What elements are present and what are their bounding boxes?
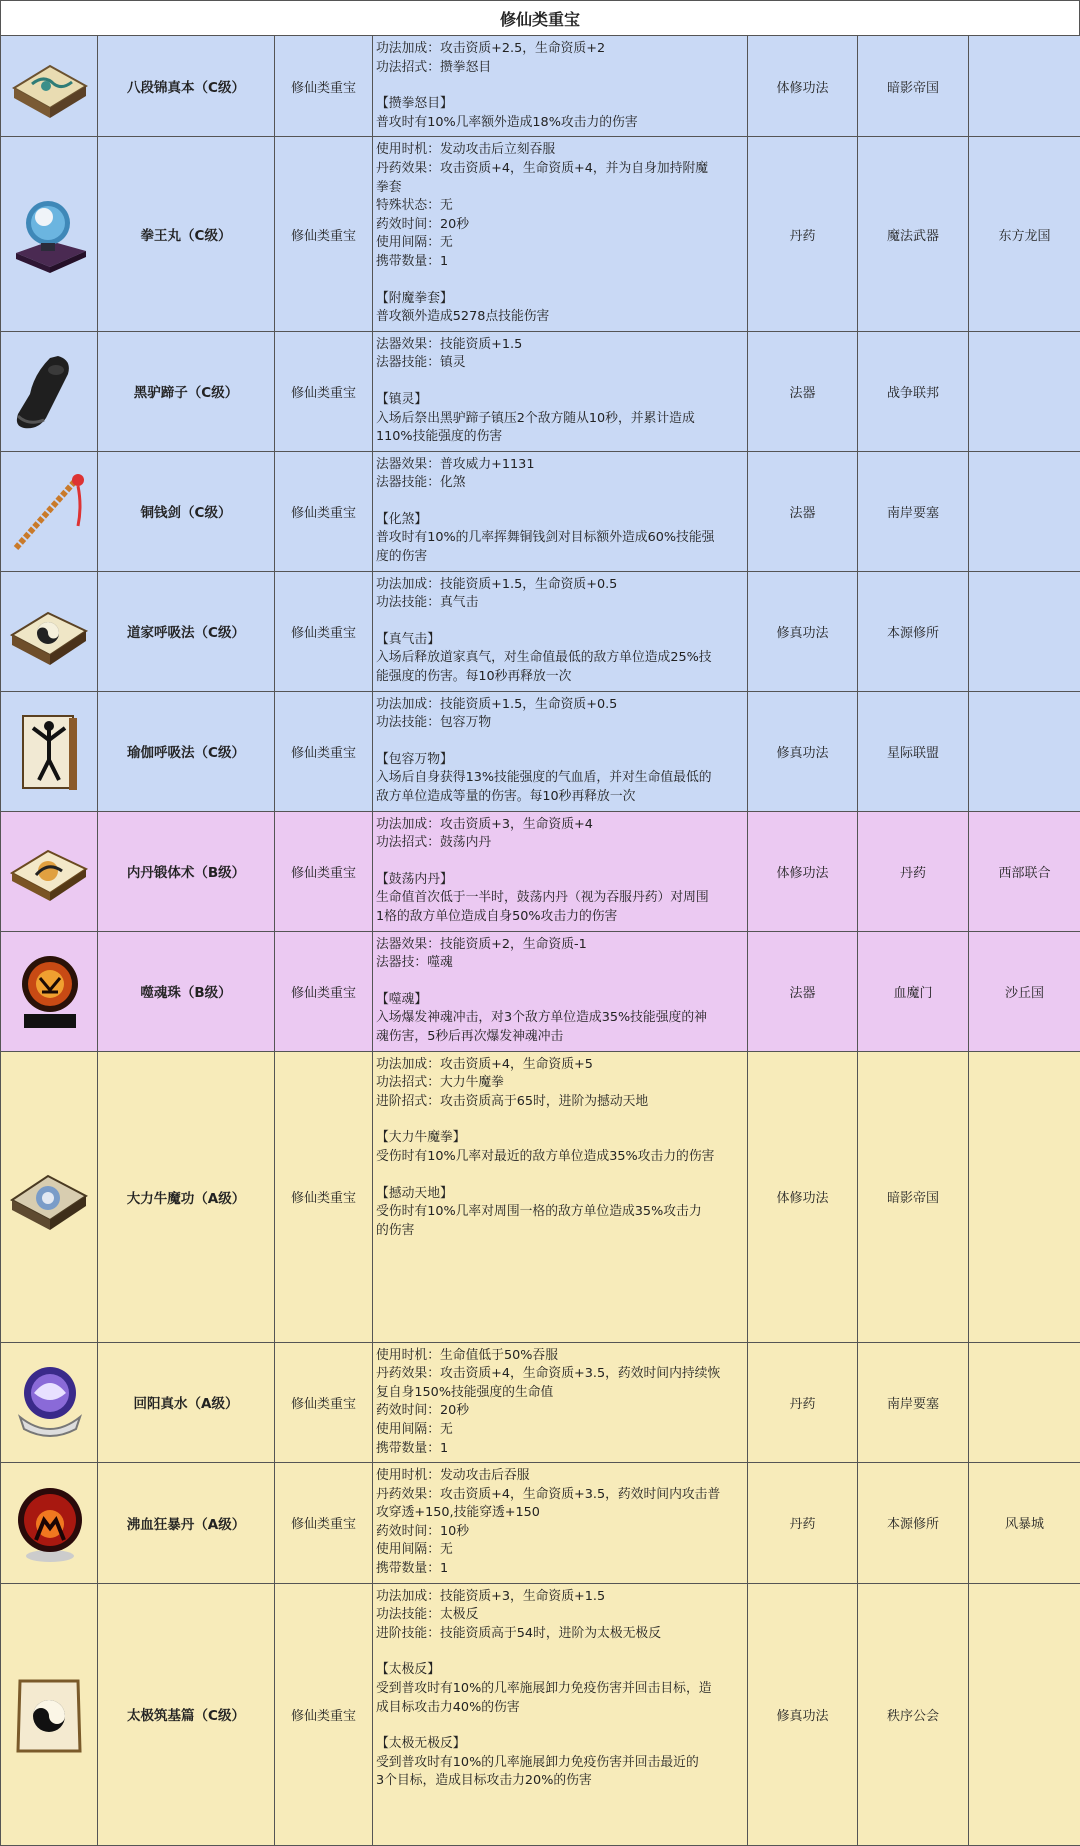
description-line	[376, 1111, 744, 1129]
item-description	[373, 1463, 748, 1584]
description-line: 携带数量：1	[376, 1560, 744, 1579]
item-type: 体修功法	[748, 36, 858, 137]
item-faction-primary: 丹药	[858, 811, 969, 931]
item-faction-primary: 星际联盟	[858, 691, 969, 811]
item-description	[373, 1583, 748, 1845]
item-category: 修仙类重宝	[275, 1342, 373, 1463]
item-name: 噬魂珠（B级）	[98, 931, 275, 1051]
item-image-cell	[1, 1051, 98, 1342]
item-name: 太极筑基篇（C级）	[98, 1583, 275, 1845]
description-line	[376, 77, 744, 95]
table-row	[1, 571, 1080, 691]
description-line: 法器效果：普攻威力+1131	[376, 456, 744, 475]
item-image-cell	[1, 1583, 98, 1845]
description-line	[376, 1717, 744, 1735]
item-type: 法器	[748, 451, 858, 571]
crystal-orb-icon	[4, 189, 94, 279]
item-category: 修仙类重宝	[275, 36, 373, 137]
item-description	[373, 137, 748, 331]
item-description	[373, 571, 748, 691]
table-row	[1, 1583, 1080, 1845]
description-line: 1格的敌方单位造成自身50%攻击力的伤害	[376, 908, 744, 927]
item-faction-secondary: 东方龙国	[969, 137, 1080, 331]
description-line: 【噬魂】	[376, 991, 744, 1010]
item-faction-primary: 南岸要塞	[858, 1342, 969, 1463]
item-name: 道家呼吸法（C级）	[98, 571, 275, 691]
table-row	[1, 1051, 1080, 1342]
description-line: 功法加成：技能资质+1.5，生命资质+0.5	[376, 576, 744, 595]
item-category: 修仙类重宝	[275, 1583, 373, 1845]
table-row	[1, 811, 1080, 931]
description-line: 入场后祭出黑驴蹄子镇压2个敌方随从10秒，并累计造成	[376, 410, 744, 429]
item-description	[373, 36, 748, 137]
item-faction-primary: 血魔门	[858, 931, 969, 1051]
description-line: 度的伤害	[376, 548, 744, 567]
description-line: 功法招式：攒拳怒目	[376, 59, 744, 78]
item-type: 修真功法	[748, 1583, 858, 1845]
item-type: 修真功法	[748, 691, 858, 811]
table-row	[1, 331, 1080, 451]
item-faction-primary: 暗影帝国	[858, 36, 969, 137]
description-line: 使用时机：生命值低于50%吞服	[376, 1347, 744, 1366]
description-line: 法器效果：技能资质+2，生命资质-1	[376, 936, 744, 955]
item-faction-primary: 本源修所	[858, 571, 969, 691]
description-line: 丹药效果：攻击资质+4，生命资质+3.5，药效时间内持续恢	[376, 1365, 744, 1384]
item-type: 修真功法	[748, 571, 858, 691]
description-line: 功法技能：真气击	[376, 594, 744, 613]
item-name: 大力牛魔功（A级）	[98, 1051, 275, 1342]
item-image-cell	[1, 451, 98, 571]
item-category: 修仙类重宝	[275, 571, 373, 691]
item-faction-secondary	[969, 36, 1080, 137]
item-type: 体修功法	[748, 811, 858, 931]
description-line: 成目标攻击力40%的伤害	[376, 1699, 744, 1718]
scroll-book-icon	[4, 41, 94, 131]
item-category: 修仙类重宝	[275, 1463, 373, 1584]
description-line: 进阶招式：攻击资质高于65时，进阶为撼动天地	[376, 1093, 744, 1112]
item-category: 修仙类重宝	[275, 691, 373, 811]
item-faction-secondary	[969, 691, 1080, 811]
item-description	[373, 331, 748, 451]
description-line: 生命值首次低于一半时，鼓荡内丹（视为吞服丹药）对周围	[376, 889, 744, 908]
description-line: 拳套	[376, 179, 744, 198]
table-row	[1, 36, 1080, 137]
description-line: 药效时间：20秒	[376, 216, 744, 235]
soul-orb-icon	[4, 946, 94, 1036]
description-line: 法器技能：化煞	[376, 474, 744, 493]
item-faction-primary: 南岸要塞	[858, 451, 969, 571]
item-name: 内丹锻体术（B级）	[98, 811, 275, 931]
description-line	[376, 272, 744, 290]
description-line: 的伤害	[376, 1222, 744, 1241]
coin-sword-icon	[4, 466, 94, 556]
description-line	[376, 733, 744, 751]
description-line: 普攻时有10%的几率挥舞铜钱剑对目标额外造成60%技能强	[376, 529, 744, 548]
taiji-book-icon	[4, 1669, 94, 1759]
table-row	[1, 451, 1080, 571]
description-line: 魂伤害，5秒后再次爆发神魂冲击	[376, 1028, 744, 1047]
description-line: 攻穿透+150,技能穿透+150	[376, 1504, 744, 1523]
description-line: 【攒拳怒目】	[376, 95, 744, 114]
item-faction-secondary: 沙丘国	[969, 931, 1080, 1051]
item-name: 铜钱剑（C级）	[98, 451, 275, 571]
table-title: 修仙类重宝	[0, 0, 1080, 35]
item-category: 修仙类重宝	[275, 931, 373, 1051]
item-faction-secondary	[969, 331, 1080, 451]
item-image-cell	[1, 137, 98, 331]
description-line	[376, 1167, 744, 1185]
item-faction-secondary	[969, 451, 1080, 571]
item-type: 丹药	[748, 137, 858, 331]
description-line: 入场后自身获得13%技能强度的气血盾，并对生命值最低的	[376, 769, 744, 788]
item-description	[373, 691, 748, 811]
description-line: 功法加成：技能资质+1.5，生命资质+0.5	[376, 696, 744, 715]
item-type: 法器	[748, 331, 858, 451]
description-line	[376, 613, 744, 631]
description-line: 普攻额外造成5278点技能伤害	[376, 308, 744, 327]
description-line: 【真气击】	[376, 631, 744, 650]
table-row	[1, 137, 1080, 331]
water-bowl-icon	[4, 1357, 94, 1447]
item-image-cell	[1, 811, 98, 931]
description-line: 丹药效果：攻击资质+4，生命资质+3.5，药效时间内攻击普	[376, 1486, 744, 1505]
item-image-cell	[1, 36, 98, 137]
description-line: 法器技：噬魂	[376, 954, 744, 973]
item-faction-secondary	[969, 1342, 1080, 1463]
description-line: 法器效果：技能资质+1.5	[376, 336, 744, 355]
blood-orb-icon	[4, 1478, 94, 1568]
description-line: 110%技能强度的伤害	[376, 428, 744, 447]
description-line: 药效时间：20秒	[376, 1402, 744, 1421]
description-line: 【太极反】	[376, 1661, 744, 1680]
item-category: 修仙类重宝	[275, 137, 373, 331]
item-faction-primary: 秩序公会	[858, 1583, 969, 1845]
description-line: 使用时机：发动攻击后立刻吞服	[376, 141, 744, 160]
description-line: 携带数量：1	[376, 1440, 744, 1459]
description-line: 功法加成：攻击资质+3，生命资质+4	[376, 816, 744, 835]
table-row	[1, 1463, 1080, 1584]
description-line: 受到普攻时有10%的几率施展卸力免疫伤害并回击目标，造	[376, 1680, 744, 1699]
inner-alchemy-book-icon	[4, 826, 94, 916]
item-description	[373, 811, 748, 931]
description-line: 受到普攻时有10%的几率施展卸力免疫伤害并回击最近的	[376, 1754, 744, 1773]
description-line: 【化煞】	[376, 511, 744, 530]
description-line: 药效时间：10秒	[376, 1523, 744, 1542]
description-line: 功法技能：包容万物	[376, 714, 744, 733]
description-line: 【包容万物】	[376, 751, 744, 770]
description-line	[376, 373, 744, 391]
description-line: 复自身150%技能强度的生命值	[376, 1384, 744, 1403]
description-line: 进阶技能：技能资质高于54时，进阶为太极无极反	[376, 1625, 744, 1644]
description-line: 3个目标，造成目标攻击力20%的伤害	[376, 1772, 744, 1791]
description-line	[376, 853, 744, 871]
item-type: 法器	[748, 931, 858, 1051]
description-line: 功法加成：技能资质+3，生命资质+1.5	[376, 1588, 744, 1607]
description-line: 携带数量：1	[376, 253, 744, 272]
description-line: 功法加成：攻击资质+2.5，生命资质+2	[376, 40, 744, 59]
item-type: 丹药	[748, 1463, 858, 1584]
description-line: 【鼓荡内丹】	[376, 871, 744, 890]
item-type: 体修功法	[748, 1051, 858, 1342]
item-image-cell	[1, 331, 98, 451]
description-line: 功法技能：太极反	[376, 1606, 744, 1625]
description-line: 敌方单位造成等量的伤害。每10秒再释放一次	[376, 788, 744, 807]
item-name: 沸血狂暴丹（A级）	[98, 1463, 275, 1584]
item-faction-primary: 战争联邦	[858, 331, 969, 451]
item-image-cell	[1, 571, 98, 691]
table-row	[1, 931, 1080, 1051]
item-faction-secondary	[969, 571, 1080, 691]
item-image-cell	[1, 1342, 98, 1463]
item-type: 丹药	[748, 1342, 858, 1463]
description-line: 【大力牛魔拳】	[376, 1129, 744, 1148]
item-faction-secondary	[969, 1051, 1080, 1342]
description-line: 能强度的伤害。每10秒再释放一次	[376, 668, 744, 687]
taoist-book-icon	[4, 586, 94, 676]
description-line: 使用间隔：无	[376, 1421, 744, 1440]
description-line	[376, 1643, 744, 1661]
item-faction-secondary	[969, 1583, 1080, 1845]
item-name: 回阳真水（A级）	[98, 1342, 275, 1463]
description-line: 【镇灵】	[376, 391, 744, 410]
description-line: 法器技能：镇灵	[376, 354, 744, 373]
treasure-table	[0, 35, 1080, 1846]
description-line: 入场爆发神魂冲击，对3个敌方单位造成35%技能强度的神	[376, 1009, 744, 1028]
item-faction-primary: 本源修所	[858, 1463, 969, 1584]
item-category: 修仙类重宝	[275, 811, 373, 931]
description-line: 使用间隔：无	[376, 1541, 744, 1560]
item-image-cell	[1, 691, 98, 811]
description-line: 丹药效果：攻击资质+4，生命资质+4，并为自身加持附魔	[376, 160, 744, 179]
bull-demon-book-icon	[4, 1152, 94, 1242]
item-name: 瑜伽呼吸法（C级）	[98, 691, 275, 811]
item-description	[373, 1051, 748, 1342]
item-name: 八段锦真本（C级）	[98, 36, 275, 137]
description-line: 【附魔拳套】	[376, 290, 744, 309]
description-line: 入场后释放道家真气，对生命值最低的敌方单位造成25%技	[376, 649, 744, 668]
item-faction-primary: 魔法武器	[858, 137, 969, 331]
item-description	[373, 451, 748, 571]
description-line: 普攻时有10%几率额外造成18%攻击力的伤害	[376, 114, 744, 133]
description-line: 功法招式：大力牛魔拳	[376, 1074, 744, 1093]
description-line: 使用间隔：无	[376, 234, 744, 253]
item-faction-primary: 暗影帝国	[858, 1051, 969, 1342]
item-name: 黑驴蹄子（C级）	[98, 331, 275, 451]
description-line	[376, 493, 744, 511]
item-description	[373, 1342, 748, 1463]
description-line: 功法招式：鼓荡内丹	[376, 834, 744, 853]
description-line: 【撼动天地】	[376, 1185, 744, 1204]
item-category: 修仙类重宝	[275, 1051, 373, 1342]
item-image-cell	[1, 931, 98, 1051]
table-row	[1, 1342, 1080, 1463]
item-image-cell	[1, 1463, 98, 1584]
description-line	[376, 973, 744, 991]
description-line: 使用时机：发动攻击后吞服	[376, 1467, 744, 1486]
black-hoof-icon	[4, 346, 94, 436]
description-line: 功法加成：攻击资质+4，生命资质+5	[376, 1056, 744, 1075]
description-line: 受伤时有10%几率对最近的敌方单位造成35%攻击力的伤害	[376, 1148, 744, 1167]
description-line: 【太极无极反】	[376, 1735, 744, 1754]
table-row	[1, 691, 1080, 811]
yoga-book-icon	[4, 706, 94, 796]
item-category: 修仙类重宝	[275, 451, 373, 571]
item-category: 修仙类重宝	[275, 331, 373, 451]
description-line: 受伤时有10%几率对周围一格的敌方单位造成35%攻击力	[376, 1203, 744, 1222]
description-line: 特殊状态：无	[376, 197, 744, 216]
item-faction-secondary: 风暴城	[969, 1463, 1080, 1584]
item-description	[373, 931, 748, 1051]
item-name: 拳王丸（C级）	[98, 137, 275, 331]
item-faction-secondary: 西部联合	[969, 811, 1080, 931]
